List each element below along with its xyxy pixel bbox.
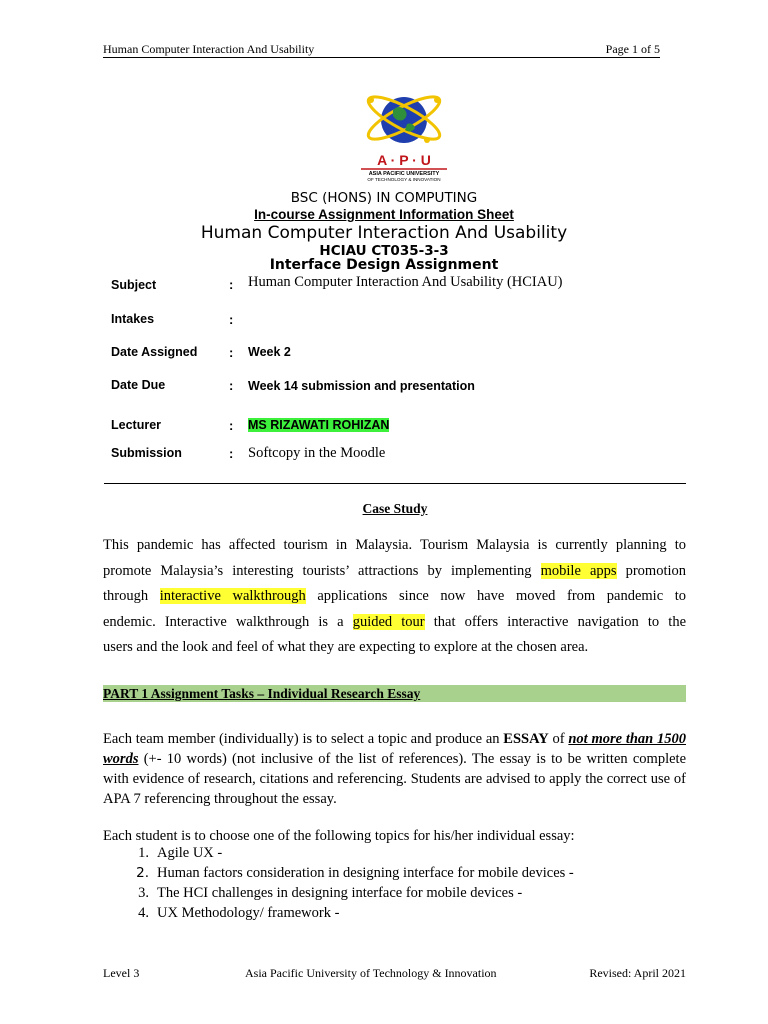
colon: : bbox=[229, 418, 234, 433]
topics-intro: Each student is to choose one of the following topics for his/her individual essay: bbox=[103, 828, 575, 844]
label-date-assigned: Date Assigned bbox=[111, 345, 198, 359]
module-code: HCIAU CT035-3-3 bbox=[319, 243, 449, 259]
list-item: 2. Human factors consideration in designing interface for mobile devices - bbox=[136, 865, 574, 881]
label-date-due: Date Due bbox=[111, 378, 166, 392]
value-date-due: Week 14 submission and presentation bbox=[248, 379, 475, 393]
logo-line2: OF TECHNOLOGY & INNOVATION bbox=[367, 177, 441, 182]
case-study-text bbox=[103, 533, 686, 661]
list-item: 3. The HCI challenges in designing interface for mobile devices - bbox=[138, 885, 523, 901]
apu-logo bbox=[355, 88, 453, 183]
label-submission: Submission bbox=[111, 446, 182, 460]
topics-list bbox=[103, 845, 574, 925]
header-title: Human Computer Interaction And Usability bbox=[103, 42, 315, 56]
footer-university: Asia Pacific University of Technology & Innovation bbox=[245, 966, 497, 980]
list-item: 4. UX Methodology/ framework - bbox=[138, 905, 340, 921]
highlight-guided-tour: guided tour bbox=[352, 613, 425, 630]
label-intakes: Intakes bbox=[111, 312, 155, 326]
word-limit: not more than 1500 words bbox=[103, 731, 686, 767]
value-date-assigned: Week 2 bbox=[248, 345, 291, 359]
highlight-mobile-apps: mobile apps bbox=[540, 562, 617, 579]
assignment-title: Interface Design Assignment bbox=[269, 257, 499, 273]
label-subject: Subject bbox=[111, 278, 157, 292]
list-item: 1. Agile UX - bbox=[138, 845, 223, 861]
value-lecturer: MS RIZAWATI ROHIZAN bbox=[248, 418, 390, 432]
colon: : bbox=[229, 277, 234, 292]
colon: : bbox=[229, 446, 234, 461]
sheet-title: In-course Assignment Information Sheet bbox=[254, 207, 514, 222]
colon: : bbox=[229, 312, 234, 327]
logo-line1: ASIA PACIFIC UNIVERSITY bbox=[368, 171, 440, 177]
part1-heading: PART 1 Assignment Tasks – Individual Research Essay bbox=[103, 686, 421, 701]
module-title: Human Computer Interaction And Usability bbox=[200, 223, 568, 243]
case-line-5: users and the look and feel of what they are expecting to explore at the chosen area. bbox=[103, 639, 589, 655]
footer-level: Level 3 bbox=[103, 966, 140, 980]
header-divider bbox=[103, 57, 660, 58]
page-number: Page 1 of 5 bbox=[605, 42, 660, 56]
colon: : bbox=[229, 378, 234, 393]
case-line-3: through interactive walkthrough applications since now have moved from pandemic to bbox=[103, 588, 687, 604]
globe-icon bbox=[355, 88, 453, 183]
value-submission: Softcopy in the Moodle bbox=[248, 445, 386, 461]
case-study-heading: Case Study bbox=[362, 501, 428, 516]
part1-paragraph: Each team member (individually) is to select a topic and produce an ESSAY of not more than 1500 words (+- 10 words) (not inclusive of the list of references). The essay is to be written complete with evidence of research, citations and referencing. Students are advised to apply the correct use of APA 7 referencing throughout the essay. bbox=[103, 731, 687, 807]
case-line-4: endemic. Interactive walkthrough is a guided tour that offers interactive navigation to the bbox=[103, 613, 687, 630]
colon: : bbox=[229, 345, 234, 360]
footer-revised: Revised: April 2021 bbox=[589, 966, 686, 980]
case-line-1: This pandemic has affected tourism in Malaysia. Tourism Malaysia is currently planning to bbox=[103, 537, 686, 553]
essay-keyword: ESSAY bbox=[503, 731, 549, 747]
case-line-2: promote Malaysia’s interesting tourists’ attractions by implementing mobile apps promotion bbox=[103, 562, 687, 579]
highlight-interactive-walkthrough: interactive walkthrough bbox=[159, 588, 306, 604]
degree-title: BSC (HONS) IN COMPUTING bbox=[290, 190, 478, 206]
value-subject: Human Computer Interaction And Usability (HCIAU) bbox=[248, 274, 563, 290]
label-lecturer: Lecturer bbox=[111, 418, 162, 432]
section-divider bbox=[104, 483, 686, 484]
logo-letters: A · P · U bbox=[377, 152, 431, 168]
